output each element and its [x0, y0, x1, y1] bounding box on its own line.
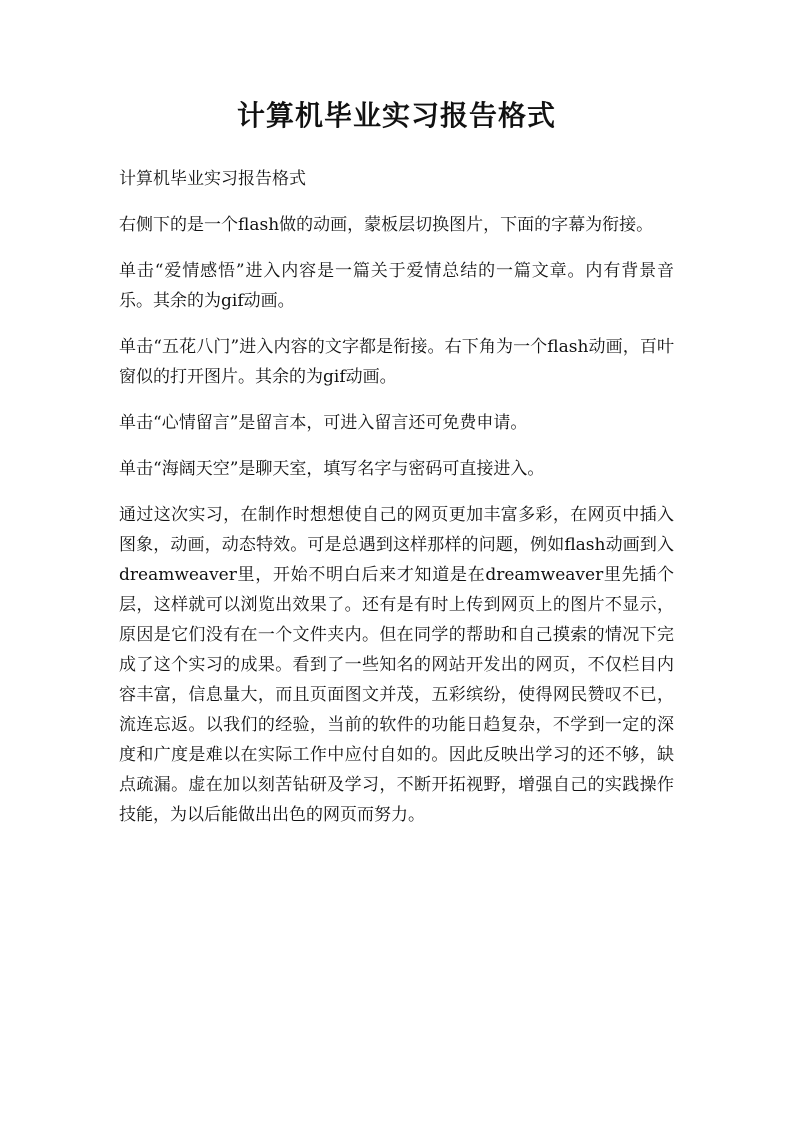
subtitle-paragraph: 计算机毕业实习报告格式: [119, 169, 306, 189]
body-paragraph: 单击“爱情感悟”进入内容是一篇关于爱情总结的一篇文章。内有背景音乐。其余的为gif动画。: [119, 261, 674, 311]
body-paragraph: 单击“五花八门”进入内容的文字都是衔接。右下角为一个flash动画，百叶窗似的打开图片。其余的为gif动画。: [119, 337, 674, 387]
body-paragraph: 单击“心情留言”是留言本，可进入留言还可免费申请。: [119, 413, 528, 433]
body-paragraph: 单击“海阔天空”是聊天室，填写名字与密码可直接进入。: [119, 459, 545, 479]
body-paragraph: 通过这次实习，在制作时想想使自己的网页更加丰富多彩，在网页中插入图象，动画，动态特效。可是总遇到这样那样的问题，例如flash动画到入dreamweaver里，开始不明白后来才知道是在dreamweaver里先插个层，这样就可以浏览出效果了。还有是有时上传到网页上的图片不显示，原因是它们没有在一个文件夹内。但在同学的帮助和自己摸索的情况下完成了这个实习的成果。看到了一些知名的网站开发出的网页，不仅栏目内容丰富，信息量大，而且页面图文并茂，五彩缤纷，使得网民赞叹不已，流连忘返。以我们的经验，当前的软件的功能日趋复杂，不学到一定的深度和广度是难以在实际工作中应付自如的。因此反映出学习的还不够，缺点疏漏。虚在加以刻苦钻研及学习，不断开拓视野，增强自己的实践操作技能，为以后能做出出色的网页而努力。: [119, 505, 674, 825]
body-paragraph: 右侧下的是一个flash做的动画，蒙板层切换图片，下面的字幕为衔接。: [119, 215, 654, 235]
page-title: 计算机毕业实习报告格式: [236, 99, 556, 132]
